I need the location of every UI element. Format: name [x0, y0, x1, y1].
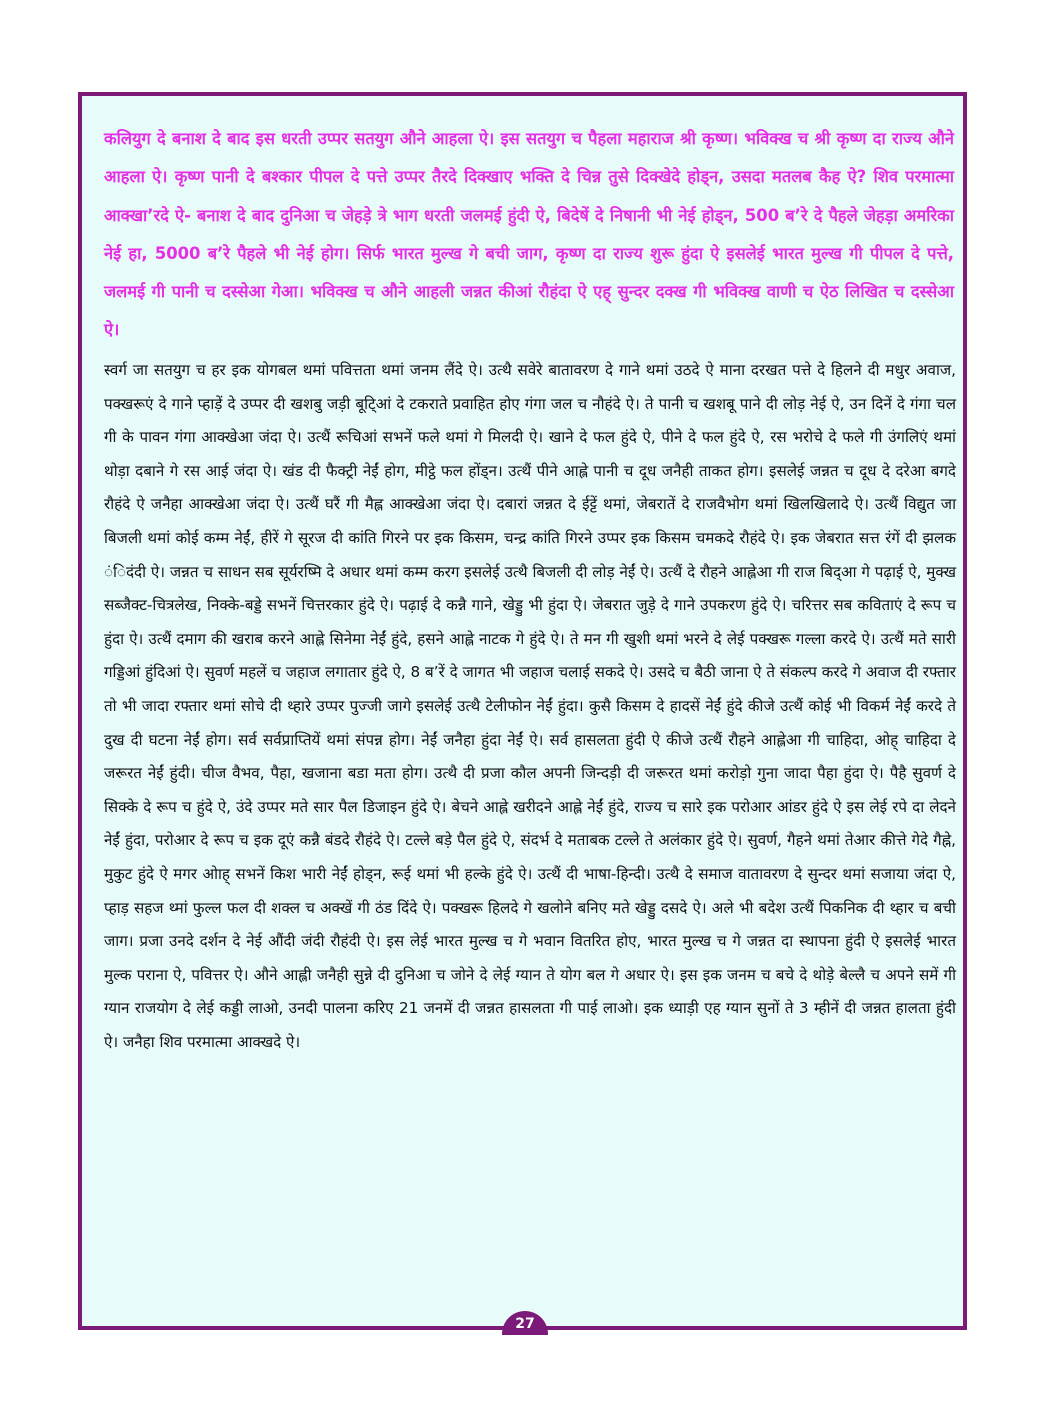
- page-number: 27: [502, 1311, 548, 1335]
- highlighted-intro-paragraph: कलियुग दे बनाश दे बाद इस धरती उप्पर सतयुग औने आहला ऐ। इस सतयुग च पैहला महाराज श्री कृष्ण। भविक्ख च श्री कृष्ण दा राज्य औने आहला ऐ। कृष्ण पानी दे बश्कार पीपल दे पत्ते उप्पर तैरदे दिक्खाए भक्ति दे चिन्न तुसे दिक्खेदे होड्न, उसदा मतलब कैह ऐ? शिव परमात्मा आक्खा’रदे ऐ- बनाश दे बाद दुनिआ च जेहड़े त्रे भाग धरती जलमई हुंदी ऐ, बिदेषें दे निषानी भी नेई होड्न, 500 ब’रे दे पैहले जेहड़ा अमरिका नेई हा, 5000 ब’रे पैहले भी नेई होग। सिर्फ भारत मुल्ख गे बची जाग, कृष्ण दा राज्य शुरू हुंदा ऐ इसलेई भारत मुल्ख गी पीपल दे पत्ते, जलमई गी पानी च दस्सेआ गेआ। भविक्ख च औने आहली जन्नत कीआं रौहंदा ऐ एह् सुन्दर दक्ख गी भविक्ख वाणी च ऐठ लिखित च दस्सेआ ऐ।: [104, 129, 954, 340]
- body-paragraph: स्वर्ग जा सतयुग च हर इक योगबल थमां पवित्तता थमां जनम लैंदे ऐ। उत्थै सवेरे बातावरण दे गाने थमां उठदे ऐ माना दरखत पत्ते दे हिलने दी मधुर अवाज, पक्खरूएं दे गाने प्हाड़ें दे उप्पर दी खशबु जड़ी बूटि्आं दे टकराते प्रवाहित होए गंगा जल च नौहंदे ऐ। ते पानी च खशबू पाने दी लोड़ नेई ऐ, उन दिनें दे गंगा चल गी के पावन गंगा आक्खेआ जंदा ऐ। उत्थैं रूचिआं सभनें फले थमां गे मिलदी ऐ। खाने दे फल हुंदे ऐ, पीने दे फल हुंदे ऐ, रस भरोचे दे फले गी उंगलिएं थमां थोड़ा दबाने गे रस आई जंदा ऐ। खंड दी फैक्ट्री नेईं होग, मीट्ठे फल होंड्न। उत्थैं पीने आह्ले पानी च दूध जनैही ताकत होग। इसलेई जन्नत च दूध दे दरेआ बगदे रौहंदे ऐ जनैहा आक्खेआ जंदा ऐ। उत्थैं घरैं गी मैह्ल आक्खेआ जंदा ऐ। दबारां जन्नत दे ईट्टें थमां, जेबरातें दे राजवैभोग थमां खिलखिलादे ऐ। उत्थैं विद्युत जा बिजली थमां कोई कम्म नेईं, हीरें गे सूरज दी कांति गिरने पर इक किसम, चन्द्र कांति गिरने उप्पर इक किसम चमकदे रौहंदे ऐ। इक जेबरात सत्त रंगें दी झलक ंिदंदी ऐ। जन्नत च साधन सब सूर्यरष्मि दे अधार थमां कम्म करग इसलेई उत्थै बिजली दी लोड़ नेईं ऐ। उत्थैं दे रौहने आह्लेआ गी राज बिद्आ गे पढ़ाई ऐ, मुक्ख सब्जैक्ट-चित्रलेख, निक्के-बड्डे सभनें चित्तरकार हुंदे ऐ। पढ़ाई दे कन्नै गाने, खेड्डु भी हुंदा ऐ। जेबरात जुड़े दे गाने उपकरण हुंदे ऐ। चरित्तर सब कविताएं दे रूप च हुंदा ऐ। उत्थैं दमाग की खराब करने आह्ले सिनेमा नेईं हुंदे, हसने आह्ले नाटक गे हुंदे ऐ। ते मन गी खुशी थमां भरने दे लेई पक्खरू गल्ला करदे ऐ। उत्थैं मते सारी गड्डिआं हुंदिआं ऐ। सुवर्ण महलें च जहाज लगातार हुंदे ऐ, 8 ब’रें दे जागत भी जहाज चलाई सकदे ऐ। उसदे च बैठी जाना ऐ ते संकल्प करदे गे अवाज दी रफ्तार तो भी जादा रफ्तार थमां सोचे दी थ्हारे उप्पर पुज्जी जागे इसलेई उत्थै टेलीफोन नेईं हुंदा। कुसै किसम दे हादसें नेईं हुंदे कीजे उत्थैं कोई भी विकर्म नेईं करदे ते दुख दी घटना नेईं होग। सर्व सर्वप्राप्तियें थमां संपन्न होग। नेईं जनैहा हुंदा नेईं ऐ। सर्व हासलता हुंदी ऐ कीजे उत्थैं रौहने आह्लेआ गी चाहिदा, ओह् चाहिदा दे जरूरत नेईं हुंदी। चीज वैभव, पैहा, खजाना बडा मता होग। उत्थै दी प्रजा कौल अपनी जिन्दड़ी दी जरूरत थमां करोड़ो गुना जादा पैहा हुंदा ऐ। पैहै सुवर्ण दे सिक्के दे रूप च हुंदे ऐ, उंदे उप्पर मते सार पैल डिजाइन हुंदे ऐ। बेचने आह्ले खरीदने आह्ले नेईं हुंदे, राज्य च सारे इक परोआर आंडर हुंदे ऐ इस लेई रपे दा लेदने नेईं हुंदा, परोआर दे रूप च इक दूएं कन्नै बंडदे रौहंदे ऐ। टल्ले बड़े पैल हुंदे ऐ, संदर्भ दे मताबक टल्ले ते अलंकार हुंदे ऐ। सुवर्ण, गैहने थमां तेआर कीत्ते गेदे गैह्ने, मुकुट हुंदे ऐ मगर ओाह् सभनें किश भारी नेईं होड्न, रूई थमां भी हल्के हुंदे ऐ। उत्थैं दी भाषा-हिन्दी। उत्थै दे समाज वातावरण दे सुन्दर थमां सजाया जंदा ऐ, प्हाड़ सहज थ्मां फुल्ल फल दी शक्ल च अक्खें गी ठंड दिंदे ऐ। पक्खरू हिलदे गे खलोने बनिए मते खेड्डु दसदे ऐ। अले भी बदेश उत्थैं पिकनिक दी थ्हार च बची जाग। प्रजा उनदे दर्शन दे नेई औंदी जंदी रौहंदी ऐ। इस लेई भारत मुल्ख च गे भवान वितरित होए, भारत मुल्ख च गे जन्नत दा स्थापना हुंदी ऐ इसलेई भारत मुल्क पराना ऐ, पवित्तर ऐ। औने आह्ली जनैही सुन्ने दी दुनिआ च जोने दे लेई ग्यान ते योग बल गे अधार ऐ। इस इक जनम च बचे दे थोड़े बेल्लै च अपने समें गी ग्यान राजयोग दे लेई कड्डी लाओ, उनदी पालना करिए 21 जनमें दी जन्नत हासलता गी पाई लाओ। इक ध्याड़ी एह ग्यान सुनों ते 3 म्हीनें दी जन्नत हालता हुंदी ऐ। जनैहा शिव परमात्मा आक्खदे ऐ।: [104, 361, 956, 1051]
- page-frame: [78, 92, 967, 1330]
